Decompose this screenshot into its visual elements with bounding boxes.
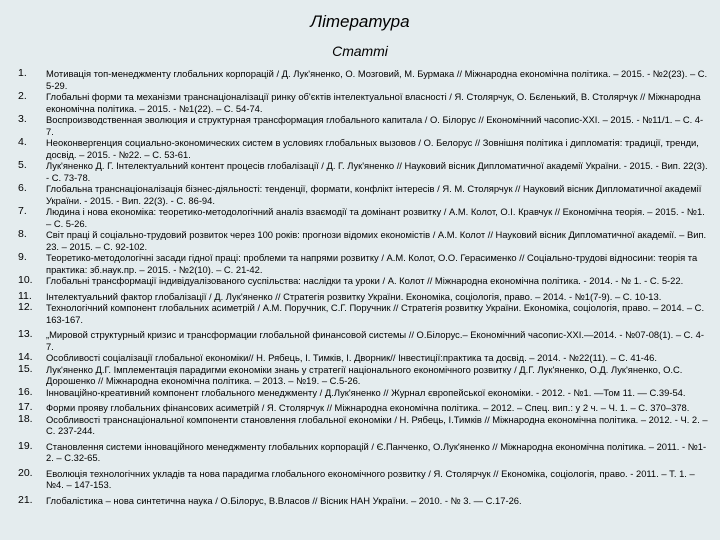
- item-text: Глобалістика – нова синтетична наука / О.Білорус, В.Власов // Вісник НАН України. – 2010. - № 3. — С.17-26.: [46, 494, 522, 506]
- list-item: [18, 91, 708, 114]
- item-text: Глобальні трансформації індивідуалізованого суспільства: наслідки та уроки / А. Колот // Міжнародна економічна політика. - 2014. - № 1. - С. 5-22.: [46, 275, 684, 286]
- item-number: 1.: [18, 67, 27, 79]
- list-item: [18, 291, 708, 303]
- item-number: 19.: [18, 439, 33, 452]
- list-item: [18, 183, 708, 206]
- item-number: 7.: [18, 205, 27, 217]
- item-text: Теоретико-методологічні засади гідної праці: проблеми та напрями розвитку / А.М. Колот, О.О. Герасименко // Соціально-трудові відносини: теорія та практика: зб.наук.пр. – 2015. - №2(10). – С. 21-42.: [46, 252, 698, 275]
- item-number: 10.: [18, 274, 33, 286]
- list-item: [18, 275, 708, 287]
- item-number: 13.: [18, 328, 33, 340]
- list-item: [18, 68, 708, 91]
- list-item: [18, 441, 708, 464]
- list-item: [18, 468, 708, 491]
- item-text: Воспроизводственная эволюция и структурная трансформация глобального капитала / О. Білорус // Економічний часопис-XXI. – 2015. - №11/1. – С. 4-7.: [46, 114, 704, 137]
- list-item: [18, 137, 708, 160]
- item-text: Інтелектуальний фактор глобалізації / Д. Лук'яненко // Стратегія розвитку України. Економіка, соціологія, право. – 2014. - №1(7-9). – С. 10-13.: [46, 290, 662, 302]
- item-text: Мотивація топ-менеджменту глобальних корпорацій / Д. Лук'яненко, О. Мозговий, М. Бурмака // Міжнародна економічна політика. – 2015. - №2(23). – С. 5-29.: [46, 68, 708, 91]
- item-number: 17.: [18, 401, 33, 413]
- item-text: Людина і нова економіка: теоретико-методологічний аналіз взаємодії та домінант розвитку / А.М. Колот, О.І. Кравчук // Економічна теорія. – 2015. - №1. – С. 5-26.: [46, 206, 705, 229]
- item-number: 5.: [18, 159, 27, 171]
- list-item: [18, 414, 708, 437]
- list-item: [18, 352, 708, 364]
- item-number: 12.: [18, 301, 33, 313]
- list-item: [18, 114, 708, 137]
- item-text: Еволюція технологічних укладів та нова парадигма глобального економічного розвитку / Я. Столярчук // Економіка, соціологія, право. - 2011. – Т. 1. – №4. – 147-153.: [46, 467, 695, 490]
- item-number: 6.: [18, 182, 27, 194]
- item-text: „Мировой структурный кризис и трансформации глобальной финансовой системы // О.Білорус.– Економічний часопис-XXI.—2014. - №07-08(1). – С. 4-7.: [46, 329, 704, 352]
- list-item: [18, 206, 708, 229]
- list-item: [18, 402, 708, 414]
- item-text: Становлення системи інноваційного менеджменту глобальних корпорацій / Є.Панченко, О.Лук'яненко // Міжнародна економічна політика. – 2011. - №1-2. – С.32-65.: [46, 440, 707, 463]
- item-text: Особливості транснаціональної компоненти становлення глобальної економіки / Н. Рябець, І.Тимків // Міжнародна економічна політика. – 2012. - Ч. 2. – С. 237-244.: [46, 413, 708, 436]
- item-number: 20.: [18, 466, 33, 479]
- item-text: Глобальна транснаціоналізація бізнес-діяльності: тенденції, формати, конфлікт інтересів / Я. М. Столярчук // Науковий вісник Дипломатичної академії України. - 2015. - Вип. 22(3). - С. 86-94.: [46, 183, 702, 206]
- page-title: Література: [310, 12, 410, 31]
- item-number: 14.: [18, 351, 33, 363]
- item-text: Технологічний компонент глобальних асиметрій / А.М. Поручник, С.Г. Поручник // Стратегія розвитку України. Економіка, соціологія, право. – 2014. – С. 163-167.: [46, 302, 705, 325]
- item-text: Особливості соціалізації глобальної економіки// Н. Рябець, І. Тимків, І. Дворник// Інвестиції:практика та досвід. – 2014. - №22(11). – С. 41-46.: [46, 352, 657, 363]
- reference-list: [18, 68, 708, 506]
- item-number: 16.: [18, 385, 33, 398]
- item-number: 8.: [18, 228, 27, 240]
- item-number: 15.: [18, 362, 33, 375]
- item-number: 21.: [18, 493, 33, 506]
- list-item: [18, 387, 708, 399]
- item-number: 4.: [18, 136, 27, 148]
- list-item: [18, 329, 708, 352]
- list-item: [18, 495, 708, 507]
- item-number: 18.: [18, 412, 33, 425]
- item-text: Світ праці й соціально-трудовий розвиток через 100 років: прогнози відомих економістів / А.М. Колот // Науковий вісник Дипломатичної академії. – Вип. 23. – 2015. – С. 92-102.: [46, 229, 707, 252]
- list-item: [18, 302, 708, 325]
- item-text: Лук'яненко Д. Г. Інтелектуальний контент процесів глобалізації / Д. Г. Лук'яненко // Науковий вісник Дипломатичної академії України. - 2015. - Вип. 22(3). - С. 73-78.: [46, 160, 708, 183]
- item-text: Інноваційно-креативний компонент глобального менеджменту / Д.Лук'яненко // Журнал європейської економіки. - 2012. - №1. —Том 11. — С.39-54.: [46, 386, 686, 398]
- item-text: Лук'яненко Д.Г. Імплементація парадигми економіки знань у стратегії національного економічного розвитку / Д.Г. Лук'яненко, О.Д. Лук'яненко, О.С. Дорошенко // Міжнародна економічна політика. – 2013. – №19. – С.5-26.: [46, 363, 683, 386]
- list-item: [18, 252, 708, 275]
- item-number: 9.: [18, 251, 27, 263]
- item-number: 3.: [18, 113, 27, 125]
- item-number: 11.: [18, 289, 32, 302]
- item-text: Глобальні форми та механізми транснаціоналізації ринку об'єктів інтелектуальної власності / Я. Столярчук, О. Бєленький, В. Столярчук // Міжнародна економічна політика. – 2015. - №1(22). – С. 54-74.: [46, 91, 701, 114]
- list-item: [18, 229, 708, 252]
- section-subtitle: Статті: [332, 43, 388, 59]
- list-item: [18, 160, 708, 183]
- item-text: Неоконвергенция социально-экономических систем в условиях глобальных вызовов / О. Белорус // Зовнішня політика і дипломатія: традиції, тренди, досвід. – 2015. - №22. – С. 53-61.: [46, 137, 699, 160]
- item-text: Форми прояву глобальних фінансових асиметрій / Я. Столярчук // Міжнародна економічна політика. – 2012. – Спец. вип.: у 2 ч. – Ч. 1. – С. 370–378.: [46, 402, 690, 413]
- list-item: [18, 364, 708, 387]
- item-number: 2.: [18, 90, 27, 102]
